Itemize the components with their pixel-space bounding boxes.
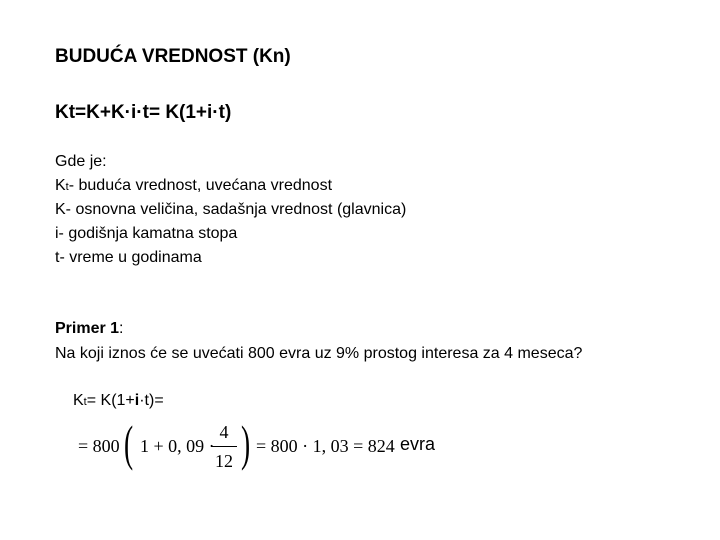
legend-i: i- godišnja kamatna stopa xyxy=(55,225,238,242)
calc-bold-i: i xyxy=(134,392,140,409)
legend-kt: Kt- buduća vrednost, uvećana vrednost xyxy=(55,177,333,194)
eq-inner: 1 + 0, 09 · xyxy=(140,436,215,456)
eq-right: = 800 · 1, 03 = 824 xyxy=(256,436,395,456)
fraction xyxy=(211,420,237,473)
legend-intro: Gde je: xyxy=(55,153,107,170)
example-label: Primer 1 xyxy=(55,320,120,337)
page-title: BUDUĆA VREDNOST (Kn) xyxy=(55,46,291,67)
legend-k: K- osnovna veličina, sadašnja vrednost (glavnica) xyxy=(55,201,407,218)
fraction-numerator: 4 xyxy=(219,422,229,442)
calc-rest: = K(1+ xyxy=(86,392,135,409)
calc-prefix: Kt xyxy=(73,392,87,409)
legend-list xyxy=(55,150,406,270)
right-paren-icon: ) xyxy=(241,415,251,471)
left-paren-icon: ( xyxy=(124,415,134,471)
fraction-bar xyxy=(211,446,237,447)
example-heading xyxy=(55,320,124,338)
example-colon: : xyxy=(119,320,124,337)
currency-unit: evra xyxy=(400,434,436,454)
example-question: Na koji iznos će se uvećati 800 evra uz 9% prostog interesa za 4 meseca? xyxy=(55,345,583,362)
main-formula: Kt=K+K·i·t= K(1+i·t) xyxy=(55,102,232,123)
fraction-denominator: 12 xyxy=(215,451,233,471)
calc-end: ·t)= xyxy=(139,392,164,409)
legend-t: t- vreme u godinama xyxy=(55,249,202,266)
eq-left: = 800 xyxy=(78,436,120,456)
calculation-start xyxy=(73,392,164,410)
